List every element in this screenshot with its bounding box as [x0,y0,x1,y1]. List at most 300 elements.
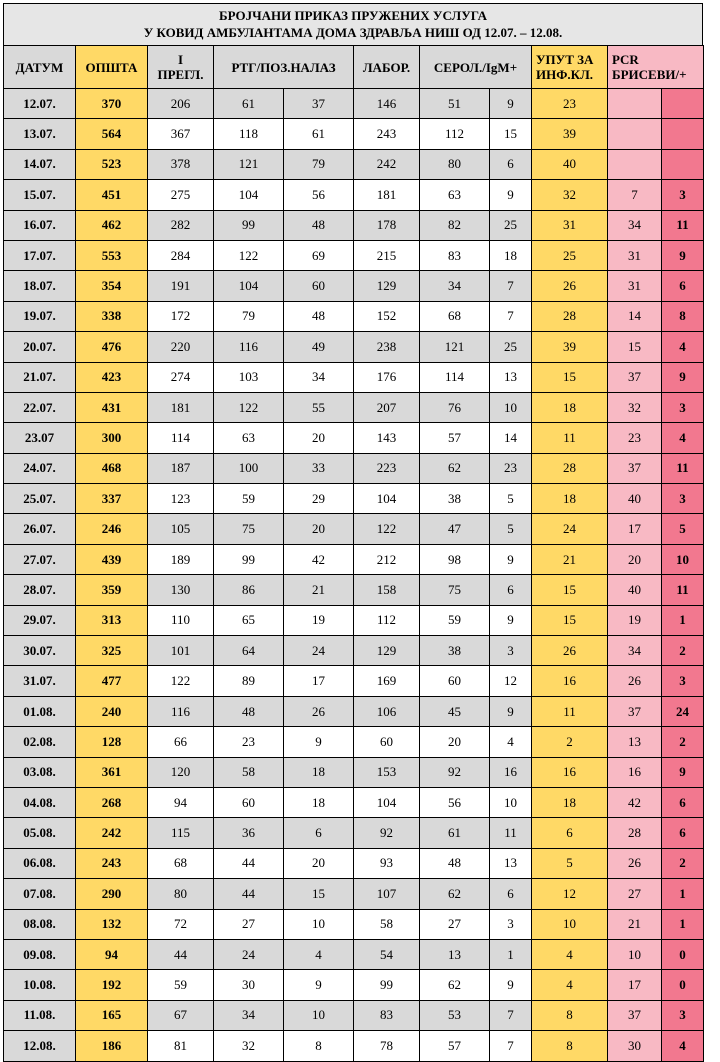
header-exam-line-2: ПРЕГЛ. [157,67,204,82]
header-pcr-line-2: БРИСЕВИ/+ [612,67,687,82]
cell-referral: 11 [532,423,608,453]
table-row [4,970,704,1000]
cell-exams: 44 [148,939,214,969]
cell-igm: 9 [490,696,532,726]
cell-total: 246 [76,514,148,544]
cell-igm: 7 [490,301,532,331]
cell-date: 16.07. [4,210,76,240]
services-table [3,45,704,1062]
cell-pcr: 17 [608,514,662,544]
cell-pcr: 37 [608,1000,662,1030]
cell-referral: 2 [532,727,608,757]
cell-exams: 59 [148,970,214,1000]
cell-igm: 18 [490,240,532,270]
cell-lab: 99 [354,970,420,1000]
cell-rtg: 48 [214,696,284,726]
cell-total: 132 [76,909,148,939]
cell-lab: 152 [354,301,420,331]
cell-total: 94 [76,939,148,969]
cell-referral: 15 [532,605,608,635]
cell-referral: 18 [532,787,608,817]
cell-igm: 9 [490,970,532,1000]
cell-pcr-positive: 24 [662,696,704,726]
cell-rtg: 104 [214,271,284,301]
cell-serol: 62 [420,879,490,909]
cell-exams: 191 [148,271,214,301]
cell-total: 165 [76,1000,148,1030]
cell-serol: 38 [420,484,490,514]
cell-pcr-positive: 8 [662,301,704,331]
cell-rtg: 32 [214,1031,284,1061]
cell-referral: 15 [532,362,608,392]
cell-pcr: 16 [608,757,662,787]
cell-pcr-positive: 11 [662,575,704,605]
cell-igm: 6 [490,575,532,605]
cell-serol: 114 [420,362,490,392]
cell-igm: 14 [490,423,532,453]
report-title [3,3,703,45]
cell-exams: 367 [148,119,214,149]
cell-pcr-positive: 0 [662,939,704,969]
cell-serol: 62 [420,453,490,483]
cell-lab: 153 [354,757,420,787]
header-pcr [608,46,704,89]
cell-referral: 28 [532,301,608,331]
cell-date: 05.08. [4,818,76,848]
cell-referral: 6 [532,818,608,848]
cell-findings: 9 [284,727,354,757]
cell-pcr: 13 [608,727,662,757]
cell-pcr: 23 [608,423,662,453]
cell-date: 14.07. [4,149,76,179]
cell-serol: 27 [420,909,490,939]
cell-igm: 11 [490,818,532,848]
cell-igm: 9 [490,544,532,574]
cell-lab: 223 [354,453,420,483]
cell-lab: 158 [354,575,420,605]
cell-referral: 31 [532,210,608,240]
cell-igm: 9 [490,180,532,210]
cell-findings: 42 [284,544,354,574]
cell-exams: 187 [148,453,214,483]
cell-igm: 4 [490,727,532,757]
cell-lab: 60 [354,727,420,757]
cell-date: 01.08. [4,696,76,726]
cell-igm: 7 [490,271,532,301]
cell-lab: 122 [354,514,420,544]
cell-findings: 18 [284,787,354,817]
cell-lab: 104 [354,787,420,817]
cell-serol: 59 [420,605,490,635]
cell-findings: 37 [284,89,354,119]
cell-findings: 69 [284,240,354,270]
cell-pcr: 28 [608,818,662,848]
cell-lab: 129 [354,271,420,301]
cell-serol: 83 [420,240,490,270]
header-pcr-line-1: PCR [612,52,639,67]
table-row [4,210,704,240]
table-row [4,332,704,362]
cell-total: 462 [76,210,148,240]
cell-referral: 8 [532,1031,608,1061]
cell-lab: 238 [354,332,420,362]
cell-referral: 4 [532,970,608,1000]
cell-exams: 220 [148,332,214,362]
cell-igm: 6 [490,149,532,179]
cell-pcr-positive: 9 [662,757,704,787]
cell-pcr: 37 [608,453,662,483]
cell-igm: 16 [490,757,532,787]
cell-serol: 61 [420,818,490,848]
cell-pcr-positive: 1 [662,879,704,909]
cell-lab: 107 [354,879,420,909]
header-referral-line-1: УПУТ ЗА [536,52,594,67]
cell-referral: 11 [532,696,608,726]
cell-pcr: 17 [608,970,662,1000]
cell-rtg: 99 [214,210,284,240]
cell-serol: 13 [420,939,490,969]
cell-pcr-positive: 4 [662,1031,704,1061]
cell-rtg: 58 [214,757,284,787]
cell-date: 10.08. [4,970,76,1000]
cell-lab: 58 [354,909,420,939]
cell-total: 243 [76,848,148,878]
cell-igm: 9 [490,89,532,119]
cell-pcr: 31 [608,240,662,270]
cell-pcr: 20 [608,544,662,574]
cell-pcr [608,119,662,149]
cell-findings: 6 [284,818,354,848]
cell-exams: 172 [148,301,214,331]
cell-pcr-positive: 6 [662,271,704,301]
cell-date: 31.07. [4,666,76,696]
table-row [4,636,704,666]
cell-pcr: 21 [608,909,662,939]
header-referral-line-2: ИНФ.КЛ. [536,67,594,82]
cell-findings: 20 [284,514,354,544]
cell-date: 22.07. [4,392,76,422]
cell-lab: 178 [354,210,420,240]
cell-igm: 12 [490,666,532,696]
report-sheet [3,3,703,1062]
cell-pcr-positive: 11 [662,453,704,483]
cell-date: 03.08. [4,757,76,787]
cell-serol: 112 [420,119,490,149]
cell-exams: 101 [148,636,214,666]
table-row [4,149,704,179]
cell-date: 04.08. [4,787,76,817]
table-row [4,423,704,453]
cell-serol: 62 [420,970,490,1000]
table-row [4,1000,704,1030]
cell-serol: 75 [420,575,490,605]
cell-date: 28.07. [4,575,76,605]
cell-pcr: 32 [608,392,662,422]
header-row [4,46,704,89]
cell-date: 29.07. [4,605,76,635]
table-body [4,89,704,1062]
cell-serol: 82 [420,210,490,240]
cell-exams: 282 [148,210,214,240]
cell-date: 27.07. [4,544,76,574]
cell-igm: 5 [490,514,532,544]
cell-igm: 25 [490,332,532,362]
cell-pcr-positive: 3 [662,484,704,514]
cell-rtg: 24 [214,939,284,969]
cell-exams: 66 [148,727,214,757]
cell-date: 08.08. [4,909,76,939]
cell-pcr: 34 [608,210,662,240]
cell-igm: 13 [490,848,532,878]
cell-rtg: 36 [214,818,284,848]
cell-findings: 8 [284,1031,354,1061]
cell-total: 553 [76,240,148,270]
cell-igm: 3 [490,909,532,939]
cell-rtg: 44 [214,879,284,909]
cell-date: 07.08. [4,879,76,909]
cell-total: 476 [76,332,148,362]
cell-exams: 115 [148,818,214,848]
table-row [4,879,704,909]
cell-findings: 61 [284,119,354,149]
cell-date: 15.07. [4,180,76,210]
table-row [4,240,704,270]
cell-total: 354 [76,271,148,301]
cell-serol: 38 [420,636,490,666]
cell-date: 20.07. [4,332,76,362]
cell-referral: 10 [532,909,608,939]
table-row [4,514,704,544]
cell-pcr: 26 [608,848,662,878]
cell-rtg: 100 [214,453,284,483]
cell-pcr-positive [662,149,704,179]
cell-pcr-positive: 3 [662,392,704,422]
table-row [4,787,704,817]
cell-serol: 48 [420,848,490,878]
cell-referral: 15 [532,575,608,605]
cell-pcr: 37 [608,362,662,392]
cell-lab: 129 [354,636,420,666]
cell-findings: 48 [284,210,354,240]
cell-serol: 121 [420,332,490,362]
cell-findings: 34 [284,362,354,392]
table-row [4,757,704,787]
cell-lab: 207 [354,392,420,422]
cell-date: 06.08. [4,848,76,878]
cell-pcr-positive: 6 [662,787,704,817]
cell-exams: 110 [148,605,214,635]
table-row [4,605,704,635]
cell-findings: 56 [284,180,354,210]
table-row [4,575,704,605]
cell-total: 300 [76,423,148,453]
cell-pcr-positive: 3 [662,666,704,696]
cell-serol: 53 [420,1000,490,1030]
cell-pcr-positive: 2 [662,727,704,757]
cell-date: 09.08. [4,939,76,969]
cell-exams: 80 [148,879,214,909]
cell-exams: 116 [148,696,214,726]
cell-total: 192 [76,970,148,1000]
table-row [4,544,704,574]
cell-pcr-positive: 11 [662,210,704,240]
cell-exams: 122 [148,666,214,696]
cell-referral: 40 [532,149,608,179]
cell-exams: 120 [148,757,214,787]
cell-referral: 18 [532,392,608,422]
cell-findings: 26 [284,696,354,726]
table-row [4,848,704,878]
cell-total: 451 [76,180,148,210]
cell-pcr-positive: 3 [662,180,704,210]
cell-referral: 24 [532,514,608,544]
cell-serol: 56 [420,787,490,817]
table-row [4,89,704,119]
cell-date: 26.07. [4,514,76,544]
cell-rtg: 89 [214,666,284,696]
cell-lab: 169 [354,666,420,696]
cell-rtg: 30 [214,970,284,1000]
cell-lab: 78 [354,1031,420,1061]
cell-exams: 68 [148,848,214,878]
table-row [4,271,704,301]
cell-igm: 6 [490,879,532,909]
cell-rtg: 23 [214,727,284,757]
cell-serol: 60 [420,666,490,696]
cell-serol: 92 [420,757,490,787]
cell-lab: 181 [354,180,420,210]
cell-referral: 5 [532,848,608,878]
cell-pcr-positive: 2 [662,636,704,666]
cell-serol: 80 [420,149,490,179]
cell-rtg: 27 [214,909,284,939]
cell-serol: 57 [420,423,490,453]
cell-date: 25.07. [4,484,76,514]
cell-serol: 63 [420,180,490,210]
cell-pcr [608,149,662,179]
header-lab: ЛАБОР. [354,46,420,89]
cell-findings: 10 [284,909,354,939]
header-serol: СЕРОЛ./IgM+ [420,46,532,89]
cell-total: 468 [76,453,148,483]
cell-total: 359 [76,575,148,605]
cell-pcr-positive: 3 [662,1000,704,1030]
cell-total: 290 [76,879,148,909]
cell-igm: 5 [490,484,532,514]
cell-exams: 94 [148,787,214,817]
header-referral [532,46,608,89]
cell-lab: 212 [354,544,420,574]
cell-serol: 68 [420,301,490,331]
cell-exams: 284 [148,240,214,270]
cell-total: 564 [76,119,148,149]
cell-pcr: 34 [608,636,662,666]
cell-pcr: 14 [608,301,662,331]
header-exam-line-1: I [177,52,184,67]
cell-findings: 19 [284,605,354,635]
cell-lab: 83 [354,1000,420,1030]
cell-igm: 15 [490,119,532,149]
cell-referral: 8 [532,1000,608,1030]
cell-date: 18.07. [4,271,76,301]
cell-exams: 114 [148,423,214,453]
cell-referral: 18 [532,484,608,514]
table-row [4,1031,704,1061]
cell-lab: 143 [354,423,420,453]
cell-serol: 47 [420,514,490,544]
cell-referral: 26 [532,271,608,301]
cell-findings: 9 [284,970,354,1000]
cell-total: 186 [76,1031,148,1061]
cell-exams: 189 [148,544,214,574]
cell-findings: 79 [284,149,354,179]
cell-referral: 21 [532,544,608,574]
cell-referral: 25 [532,240,608,270]
cell-igm: 13 [490,362,532,392]
cell-pcr: 15 [608,332,662,362]
cell-total: 268 [76,787,148,817]
cell-referral: 16 [532,666,608,696]
cell-rtg: 118 [214,119,284,149]
cell-referral: 16 [532,757,608,787]
cell-exams: 275 [148,180,214,210]
cell-serol: 76 [420,392,490,422]
cell-total: 477 [76,666,148,696]
cell-referral: 4 [532,939,608,969]
cell-date: 12.08. [4,1031,76,1061]
table-row [4,909,704,939]
cell-igm: 10 [490,392,532,422]
cell-findings: 4 [284,939,354,969]
cell-lab: 93 [354,848,420,878]
cell-findings: 18 [284,757,354,787]
cell-rtg: 79 [214,301,284,331]
table-row [4,301,704,331]
cell-lab: 54 [354,939,420,969]
cell-rtg: 34 [214,1000,284,1030]
cell-total: 370 [76,89,148,119]
cell-pcr-positive: 4 [662,332,704,362]
cell-pcr: 10 [608,939,662,969]
cell-referral: 23 [532,89,608,119]
cell-lab: 215 [354,240,420,270]
cell-exams: 206 [148,89,214,119]
cell-igm: 1 [490,939,532,969]
title-line-1: БРОЈЧАНИ ПРИКАЗ ПРУЖЕНИХ УСЛУГА [219,8,487,23]
cell-exams: 378 [148,149,214,179]
table-row [4,392,704,422]
cell-rtg: 86 [214,575,284,605]
cell-igm: 25 [490,210,532,240]
cell-findings: 33 [284,453,354,483]
cell-date: 12.07. [4,89,76,119]
cell-pcr-positive: 4 [662,423,704,453]
cell-date: 11.08. [4,1000,76,1030]
cell-serol: 34 [420,271,490,301]
cell-findings: 10 [284,1000,354,1030]
cell-igm: 9 [490,605,532,635]
cell-rtg: 104 [214,180,284,210]
cell-igm: 3 [490,636,532,666]
cell-exams: 181 [148,392,214,422]
cell-referral: 12 [532,879,608,909]
cell-total: 361 [76,757,148,787]
cell-lab: 112 [354,605,420,635]
cell-rtg: 65 [214,605,284,635]
cell-rtg: 60 [214,787,284,817]
cell-rtg: 121 [214,149,284,179]
cell-rtg: 75 [214,514,284,544]
